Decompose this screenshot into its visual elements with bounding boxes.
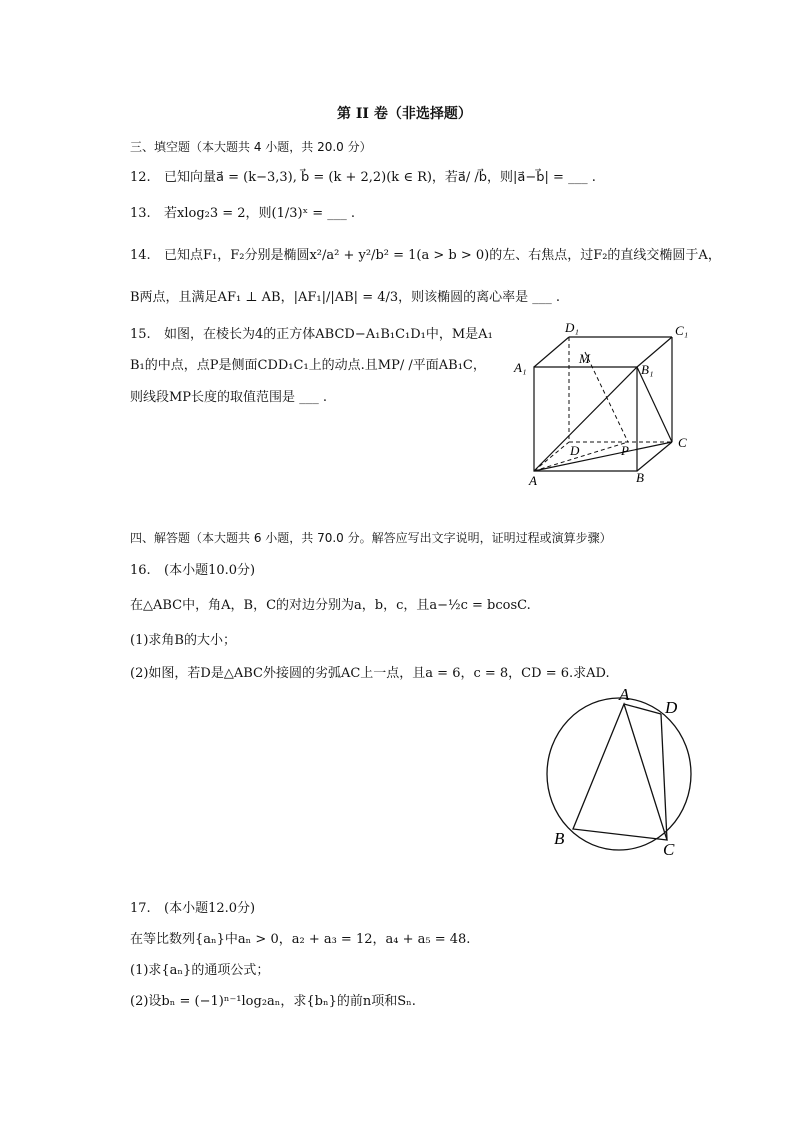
question-16 (130, 559, 255, 578)
question-15-line-2: B₁的中点，点P是侧面CDD₁C₁上的动点.且MP/ /平面AB₁C， (130, 358, 486, 373)
question-text-line-1: 已知点F₁，F₂分别是椭圆x²/a² + y²/b² = 1(a > b > 0)的左、右焦点，过F₂的直线交椭圆于A， (164, 248, 721, 263)
label-B1: B₁ (641, 362, 654, 377)
label-M: M (579, 351, 590, 366)
question-text: 若xlog₂3 = 2，则(1/3)ˣ = ___ . (164, 206, 356, 221)
label-A: A (529, 473, 537, 488)
question-score: (本小题12.0分) (164, 901, 256, 916)
question-number: 13. (130, 206, 151, 221)
question-12 (130, 166, 596, 185)
label-D: D (570, 443, 580, 458)
label-C: C (663, 840, 675, 859)
question-16-stem: 在△ABC中，角A，B，C的对边分别为a，b，c，且a−½c = bcosC. (130, 598, 531, 613)
question-number: 12. (130, 170, 151, 185)
question-15 (130, 323, 493, 342)
question-15-line-3: 则线段MP长度的取值范围是 ___ . (130, 390, 327, 405)
question-number: 16. (130, 563, 151, 578)
question-17-part-2: (2)设bₙ = (−1)ⁿ⁻¹log₂aₙ，求{bₙ}的前n项和Sₙ. (130, 994, 416, 1009)
question-text-line-1: 如图，在棱长为4的正方体ABCD−A₁B₁C₁D₁中，M是A₁ (164, 327, 493, 342)
label-D1: D₁ (565, 320, 579, 335)
section-4-heading: 四、解答题（本大题共 6 小题，共 70.0 分。解答应写出文字说明，证明过程或演算步骤） (130, 531, 612, 545)
question-13 (130, 202, 355, 221)
question-14-line-2: B两点，且满足AF₁ ⊥ AB，|AF₁|/|AB| = 4/3，则该椭圆的离心率是 ___ . (130, 290, 561, 305)
label-P: P (621, 443, 629, 458)
question-17-part-1: (1)求{aₙ}的通项公式； (130, 963, 270, 978)
question-16-part-2: (2)如图，若D是△ABC外接圆的劣弧AC上一点，且a = 6，c = 8，CD = 6.求AD. (130, 666, 610, 681)
cube-figure (505, 315, 705, 490)
question-number: 15. (130, 327, 151, 342)
circumcircle (547, 698, 691, 850)
question-17 (130, 897, 255, 916)
label-A: A (619, 685, 630, 704)
label-C1: C₁ (675, 323, 689, 338)
triangle-ABC (573, 704, 667, 840)
label-C: C (678, 435, 687, 450)
page-title: 第 II 卷（非选择题） (337, 106, 472, 122)
label-B: B (636, 470, 644, 485)
circle-figure (540, 682, 700, 862)
label-A1: A₁ (514, 360, 527, 375)
question-16-part-1: (1)求角B的大小； (130, 633, 236, 648)
question-14 (130, 244, 721, 263)
label-D: D (665, 698, 678, 717)
question-score: (本小题10.0分) (164, 563, 256, 578)
label-B: B (554, 829, 565, 848)
section-3-heading: 三、填空题（本大题共 4 小题，共 20.0 分） (130, 140, 372, 154)
question-17-stem: 在等比数列{aₙ}中aₙ > 0，a₂ + a₃ = 12，a₄ + a₅ = 48. (130, 932, 471, 947)
question-number: 17. (130, 901, 151, 916)
question-text: 已知向量a⃗ = (k−3,3), b⃗ = (k + 2,2)(k ∈ R)，若a⃗/ /b⃗，则|a⃗−b⃗| = ___ . (164, 170, 596, 185)
question-number: 14. (130, 248, 151, 263)
